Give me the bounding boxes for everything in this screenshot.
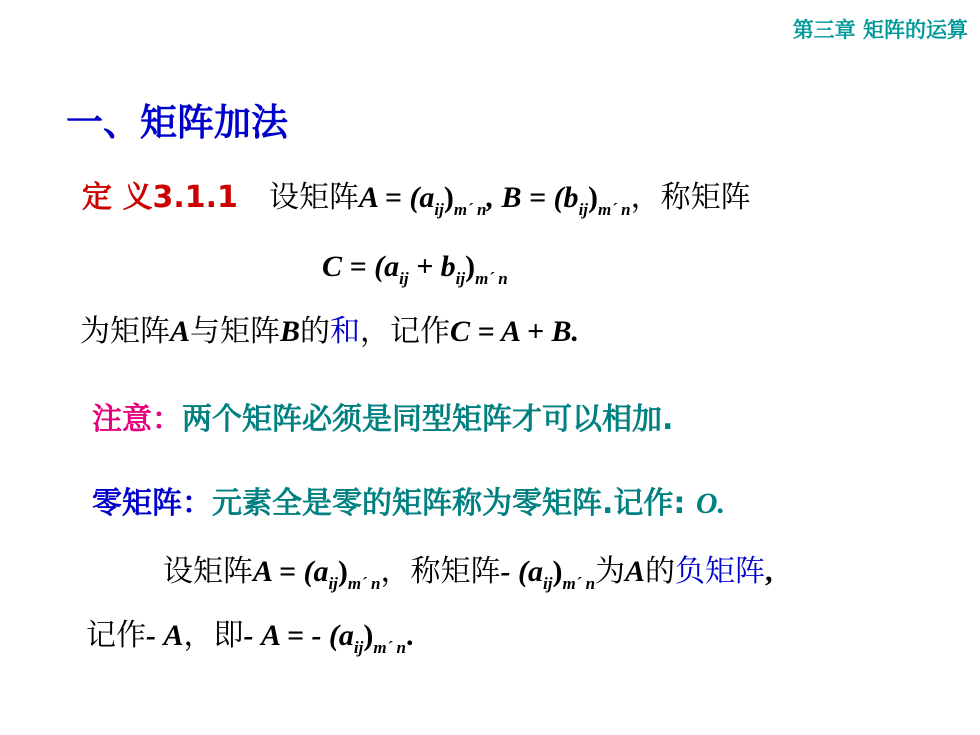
subscript-ij: ij <box>353 638 364 657</box>
subscript-ij: ij <box>542 574 553 593</box>
paren-close: ) <box>443 181 454 214</box>
sum-text-2: 与矩阵 <box>190 314 281 349</box>
neg-A-equation: - A = - (a <box>243 619 354 652</box>
subscript-ij: ij <box>578 200 589 219</box>
neg-text-3: 为 <box>595 554 626 589</box>
matrix-A-expr: A = (a <box>253 555 329 588</box>
sum-notation: C = A + B. <box>450 315 579 348</box>
zero-matrix-text: 元素全是零的矩阵称为零矩阵.记作: <box>212 486 696 521</box>
note-text: 两个矩阵必须是同型矩阵才可以相加. <box>182 402 674 437</box>
subscript-mn: m´ n <box>475 269 508 288</box>
def-text-2: ，称矩阵 <box>630 180 751 215</box>
symbol-B: B <box>280 315 301 348</box>
record-period: . <box>405 619 414 652</box>
neg-expr: - (a <box>500 555 543 588</box>
subscript-mn: m´ n <box>347 574 381 593</box>
subscript-mn: m´ n <box>598 200 631 219</box>
record-text-1: 记作 <box>86 618 146 653</box>
record-text-2: ，即 <box>183 618 244 653</box>
neg-text-1: 设矩阵 <box>163 554 253 589</box>
term-sum: 和 <box>330 314 361 349</box>
subscript-ij: ij <box>455 269 466 288</box>
neg-A-expr: - A <box>146 619 184 652</box>
negation-notation-line <box>86 616 413 656</box>
section-heading: 一、矩阵加法 <box>66 101 288 144</box>
note-line <box>92 394 673 438</box>
subscript-mn: m´ n <box>373 638 406 657</box>
sum-text-4: ，记作 <box>360 314 451 349</box>
term-negative-matrix: 负矩阵 <box>675 554 766 589</box>
sum-description <box>80 312 579 352</box>
subscript-mn: m´ n <box>562 574 596 593</box>
def-text-1: 设矩阵 <box>268 180 359 215</box>
sum-text-1: 为矩阵 <box>80 314 170 349</box>
subscript-mn: m´ n <box>453 200 487 219</box>
chapter-title: 第三章 矩阵的运算 <box>792 18 968 42</box>
subscript-ij: ij <box>434 200 444 219</box>
sum-text-3: 的 <box>300 314 331 349</box>
paren-close: ) <box>552 555 563 588</box>
subscript-ij: ij <box>399 269 409 288</box>
symbol-A: A <box>625 555 646 588</box>
neg-comma: , <box>765 555 773 588</box>
symbol-A: A <box>170 315 191 348</box>
paren-close: ) <box>337 555 348 588</box>
negative-matrix-line <box>163 552 773 592</box>
paren-close: ) <box>588 181 599 214</box>
paren-close: ) <box>465 250 476 283</box>
matrix-A-expr: A = (a <box>358 181 435 214</box>
zero-matrix-line <box>92 478 725 522</box>
zero-matrix-label: 零矩阵： <box>92 486 212 521</box>
plus-b-expr: + b <box>408 250 456 283</box>
definition-line <box>82 178 751 218</box>
zero-matrix-symbol: O. <box>695 487 726 520</box>
note-label: 注意： <box>92 402 182 437</box>
sum-formula <box>322 247 508 287</box>
neg-text-4: 的 <box>645 554 676 589</box>
matrix-C-expr: C = (a <box>322 250 400 283</box>
definition-label: 定 义3.1.1 <box>82 180 238 215</box>
subscript-ij: ij <box>328 574 338 593</box>
paren-close: ) <box>363 619 374 652</box>
neg-text-2: ，称矩阵 <box>380 554 501 589</box>
matrix-B-expr: , B = (b <box>486 181 579 214</box>
